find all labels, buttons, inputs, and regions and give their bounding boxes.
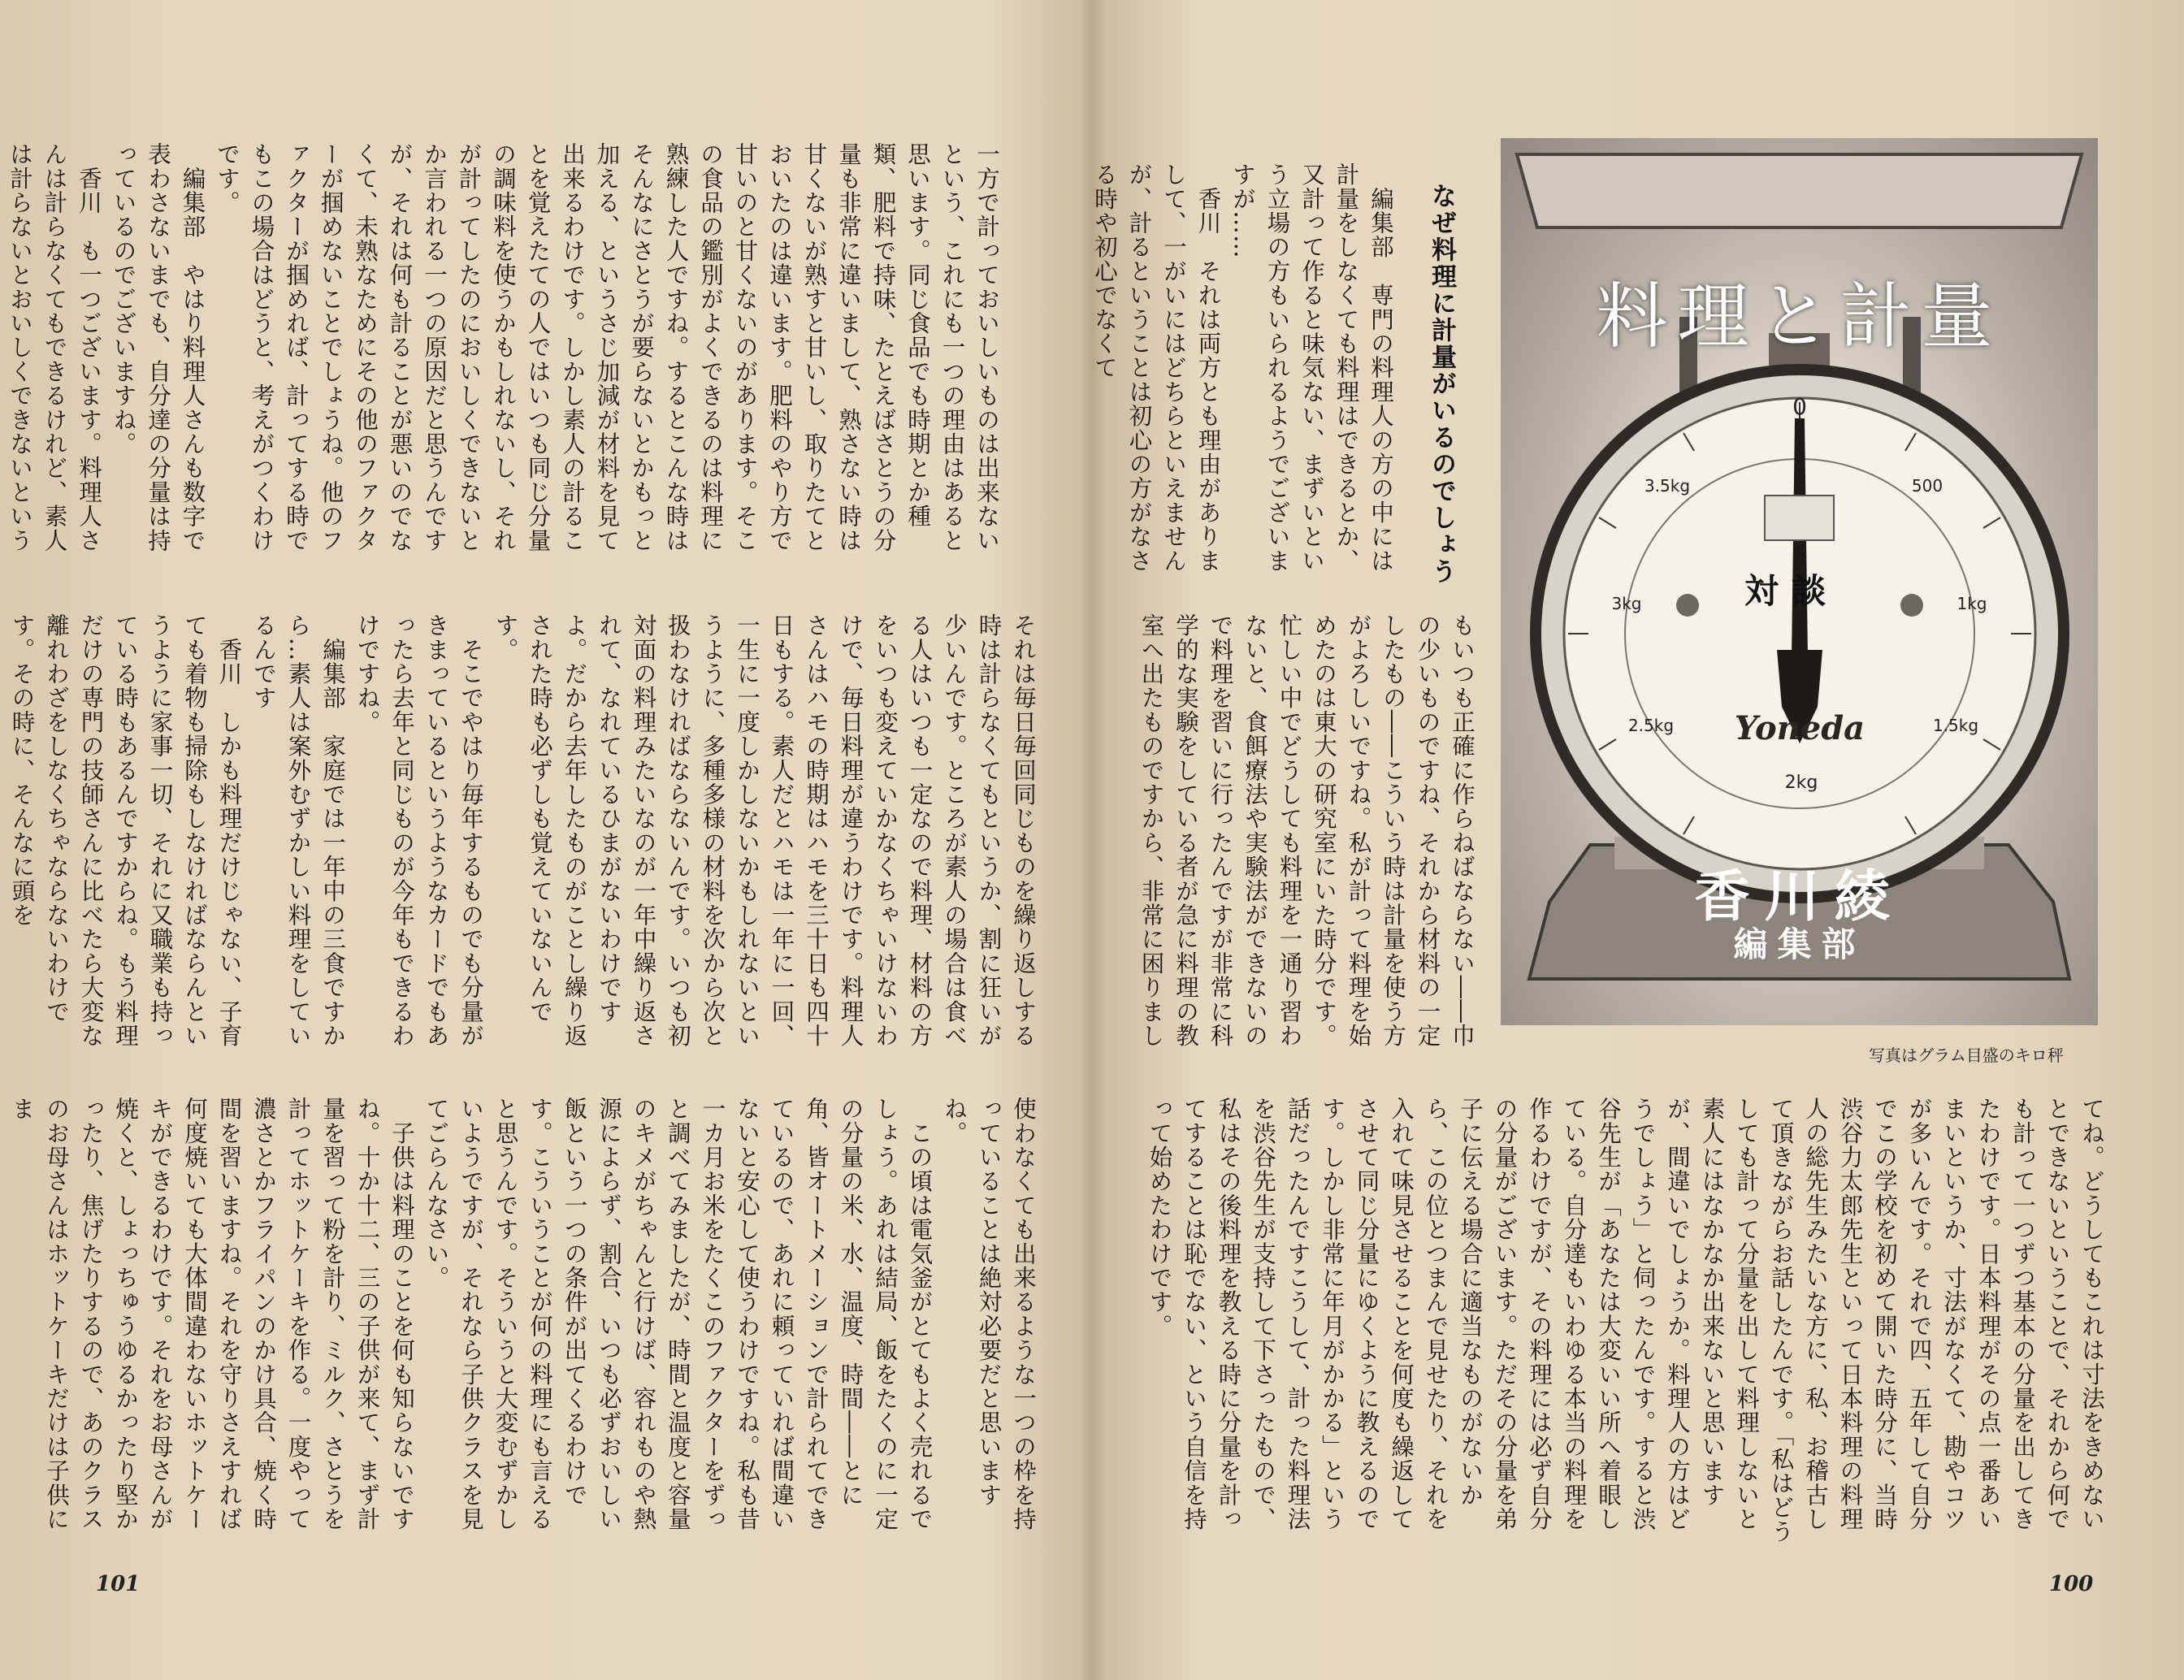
scale-dial-label: 500 <box>1911 476 1944 496</box>
left-page-bottom-text: 使わなくても出来るような一つの枠を持っていることは絶対必要だと思いますね。 この頃は電気釜がとてもよく売れるでしょう。あれは結局、飯をたくのに一定の分量の米、水、温度、時間――とに角、皆オートメーションで計られてできているので、あれに頼っていれば間違いないと安心して使うわけですね。私も昔一カ月お米をたくこのファクターをずっと調べてみましたが、時間と温度と容量のキメがちゃんと行けば、容れものや熱源によらず、割合、いつも必ずおいしい飯という一つの条件が出てくるわけです。こういうことが何の料理にも言えると思うんです。そういうと大変むずかしいようですが、それなら子供クラスを見てごらんなさい。 子供は料理のことを何も知らないですね。十か十二、三の子供が来て、まず計量を習って粉を計り、ミルク、さとうを計ってホットケーキを作る。一度やって濃さとかフライパンのかけ具合、焼く時間を習いますね。それを守りさえすれば何度焼いても大体間違わないホットケーキができるわけです。それをお母さんが焼くと、しょっちゅうゆるかったり堅かったり、焦げたりするので、あのクラスのお母さんはホットケーキだけは子供にま <box>8 1097 1037 1531</box>
left-page-middle-text: それは毎日毎回同じものを繰り返しする時は計らなくてもというか、割に狂いが少いんです。ところが素人の場合は食べる人はいつも一定なので料理、材料の方をいつも変えていかなくちゃいけないわけで、毎日料理が違うわけです。料理人さんはハモの時期はハモを三十日も四十日もする。素人だとハモは一年に一回、一生に一度しかしないかもしれないというように、多種多様の材料を次から次と扱わなければならないんです。いつも初対面の料理みたいなのが一年中繰り返されて、なれているひまがないわけですよ。だから去年したものがことし繰り返された時も必ずしも覚えていないんです。 そこでやはり毎年するものでも分量がきまっているというようなカードでもあったら去年と同じものが今年もできるわけですね。 編集部 家庭では一年中の三食ですから…素人は案外むずかしい料理をしているんです 香川 しかも料理だけじゃない、子育ても着物も掃除もしなければならんというように家事一切、それに又職業も持っている時もあるんですからね。もう料理だけの専門の技師さんに比べたら大変な離れわざをしなくちゃならないわけです。その時に、そんなに頭を <box>8 613 1037 1048</box>
dialogue-label: 対談 <box>1744 571 1840 611</box>
scale-dial-label: 1.5kg <box>1932 716 1979 735</box>
page-number-right: 100 <box>2049 1572 2094 1596</box>
scale-dial-label: 1kg <box>1956 594 1987 613</box>
scale-dial-label: 3.5kg <box>1644 476 1691 496</box>
article-subheading: なぜ料理に計量がいるのでしょう <box>1427 183 1456 585</box>
scale-dial-label: 2kg <box>1784 773 1818 793</box>
scale-dial-label: 3kg <box>1611 594 1642 613</box>
scale-dial-label: 2.5kg <box>1627 716 1675 735</box>
article-title: 料理と計量 <box>1596 275 2003 358</box>
scale-dial-label: 0 <box>1792 393 1807 420</box>
right-page-bottom-text: てね。どうしてもこれは寸法をきめないとできないということで、それから何でも計って一つずつ基本の分量を出してきたわけです。日本料理がその点一番あいまいというか、寸法がなくて、勘やコツが多いんです。それで四、五年して自分でこの学校を初めて開いた時分に、当時渋谷力太郎先生といって日本料理の料理人の総先生みたいな方に、私、お稽古して頂きながらお話したんです。「私はどうしても計って分量を出して料理しないと素人にはなかなか出来ないと思いますが、間違いでしょうか。料理人の方はどうでしょう」と伺ったんです。すると渋谷先生が「あなたは大変いい所へ着眼している。自分達もいわゆる本当の料理を作るわけですが、その料理には必ず自分の分量がございます。ただその分量を弟子に伝える場合に適当なものがないから、この位とつまんで見せたり、それを入れて味見させることを何度も繰返してさせて同じ分量にゆくように教えるのです。しかし非常に年月がかかる」という話だったんですこうして、計った料理法を渋谷先生が支持して下さったもので、私はその後料理を教える時に分量を計ってすることは恥でない、という自信を持って始めたわけです。 <box>1146 1097 2105 1544</box>
right-page-top-text: 編集部 専門の料理人の方の中には計量をしなくても料理はできるとか、又計って作ると味気ない、まずいという立場の方もいられるようでございますが…… 香川 それは両方とも理由がありまして、一がいにはどちらといえませんが、計るということは初心の方がなさる時や初心でなくて <box>1091 162 1394 573</box>
author-name: 香川綾 <box>1694 865 1904 929</box>
kitchen-scale-photo <box>1501 138 2098 1025</box>
right-page-middle-text: もいつも正確に作らねばならない――巾の少いものですね、それから材料の一定したもの――こういう時は計量を使う方がよろしいですね。私が計って料理を始めたのは東大の研究室にいた時分です。忙しい中でどうしても料理を一通り習わないと、食餌療法や実験法ができないので料理を習いに行ったんですが非常に科学的な実験をしている者が急に料理の教室へ出たものですから、非常に困りまし <box>1138 613 1476 1048</box>
left-page <box>0 0 1085 1680</box>
scale-brand-logo: Yoneda <box>1734 709 1866 747</box>
page-number-left: 101 <box>96 1572 141 1596</box>
left-page-top-text: 一方で計っておいしいものは出来ないという、これにも一つの理由はあると思います。同じ食品でも時期とか種類、肥料で持味、たとえばさとうの分量も非常に違いまして、熟さない時は甘くないが熟すと甘いし、取りたてとおいたのは違います。肥料のやり方で甘いのと甘くないのがあります。そこの食品の鑑別がよくできるのは料理に熟練した人ですね。するとこんな時はそんなにさとうが要らないとかもっと加える、というさじ加減が材料を見て出来るわけです。しかし素人の計ることを覚えたての人ではいつも同じ分量の調味料を使うかもしれないし、それが計ってしたのにおいしくできないとか言われる一つの原因だと思うんですが、それは何も計ることが悪いのでなくて、未熟なためにその他のファクターが掴めないことでしょうね。他のファクターが掴めれば、計ってする時でもこの場合はどうと、考えがつくわけです。 編集部 やはり料理人さんも数字で表わさないまでも、自分達の分量は持っているのでございますね。 香川 も一つございます。料理人さんは計らなくてもできるけれど、素人は計らないとおいしくできないという <box>6 142 1000 552</box>
photo-caption: 写真はグラム目盛のキロ秤 <box>1869 1046 2064 1065</box>
editor-credit: 編集部 <box>1733 924 1866 964</box>
